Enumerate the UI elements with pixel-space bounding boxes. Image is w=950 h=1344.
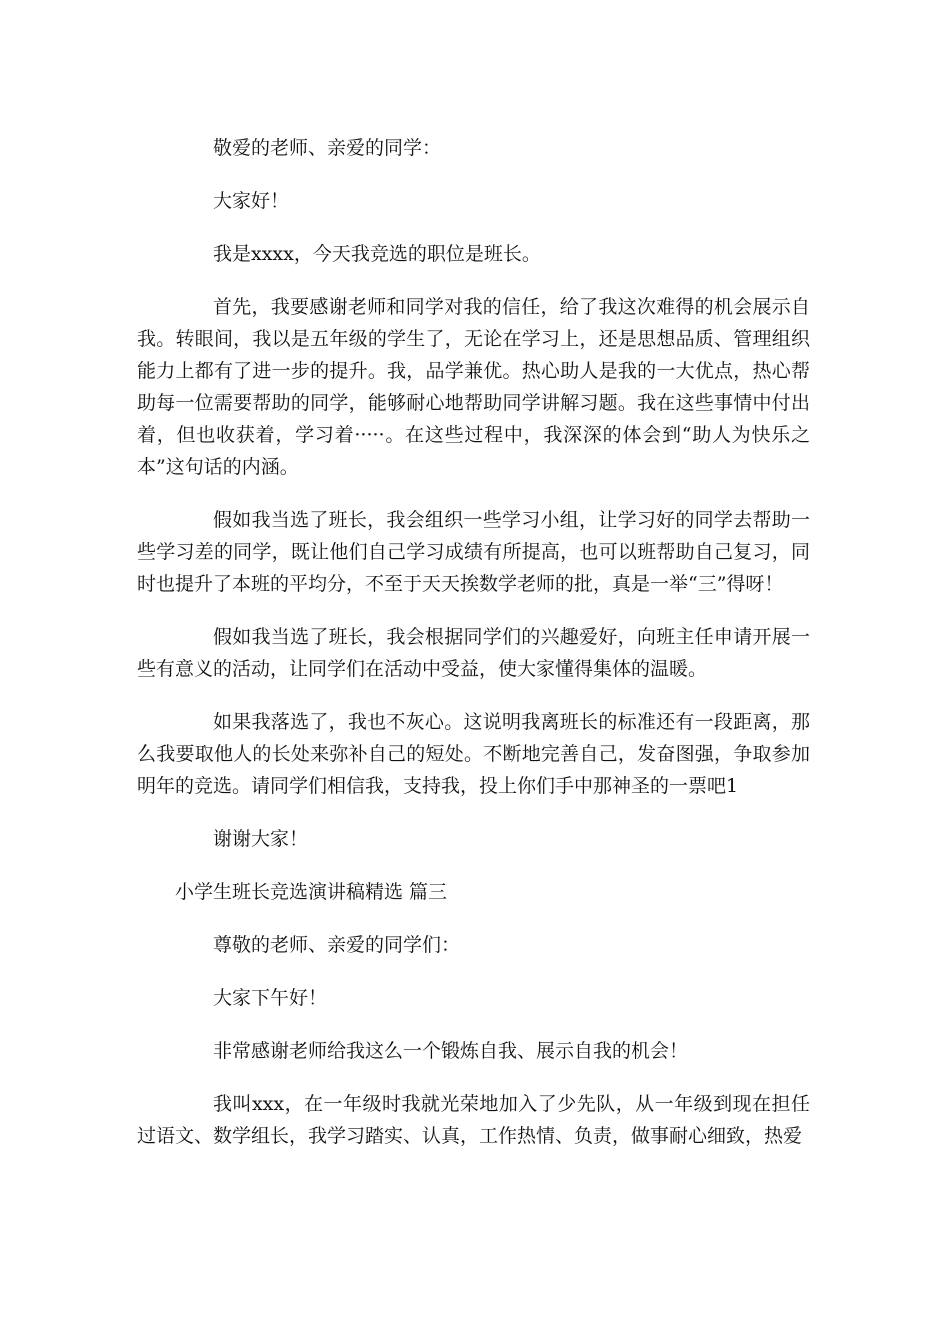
self-introduction: 我是xxxx，今天我竞选的职位是班长。 <box>213 243 541 265</box>
body-paragraph: 非常感谢老师给我这么一个锻炼自我、展示自我的机会！ <box>213 1040 689 1062</box>
document-body <box>137 132 810 1152</box>
body-paragraph: 首先，我要感谢老师和同学对我的信任，给了我这次难得的机会展示自我。转眼间，我以是五年级的学生了，无论在学习上，还是思想品质、管理组织能力上都有了进一步的提升。我，品学兼优。热心助人是我的一大优点，热心帮助每一位需要帮助的同学，能够耐心地帮助同学讲解习题。我在这些事情中付出着，但也收获着，学习着·····。在这些过程中，我深深的体会到“助人为快乐之本”这句话的内涵。 <box>137 296 810 478</box>
salutation: 敬爱的老师、亲爱的同学： <box>213 137 442 159</box>
body-paragraph: 我叫xxx，在一年级时我就光荣地加入了少先队，从一年级到现在担任过语文、数学组长，我学习踏实、认真，工作热情、负责，做事耐心细致，热爱 <box>137 1093 810 1147</box>
greeting: 大家下午好！ <box>213 987 328 1009</box>
salutation: 尊敬的老师、亲爱的同学们： <box>213 934 461 956</box>
greeting: 大家好！ <box>213 190 290 212</box>
section-heading: 小学生班长竞选演讲稿精选 篇三 <box>175 881 448 903</box>
body-paragraph: 假如我当选了班长，我会组织一些学习小组，让学习好的同学去帮助一些学习差的同学，既让他们自己学习成绩有所提高，也可以班帮助自己复习，同时也提升了本班的平均分，不至于天天挨数学老师的批，真是一举“三”得呀！ <box>137 509 810 595</box>
body-paragraph: 如果我落选了，我也不灰心。这说明我离班长的标准还有一段距离，那么我要取他人的长处来弥补自己的短处。不断地完善自己，发奋图强，争取参加明年的竞选。请同学们相信我，支持我，投上你们手中那神圣的一票吧1 <box>137 711 810 797</box>
closing: 谢谢大家！ <box>213 828 309 850</box>
body-paragraph: 假如我当选了班长，我会根据同学们的兴趣爱好，向班主任申请开展一些有意义的活动，让同学们在活动中受益，使大家懂得集体的温暖。 <box>137 626 810 680</box>
